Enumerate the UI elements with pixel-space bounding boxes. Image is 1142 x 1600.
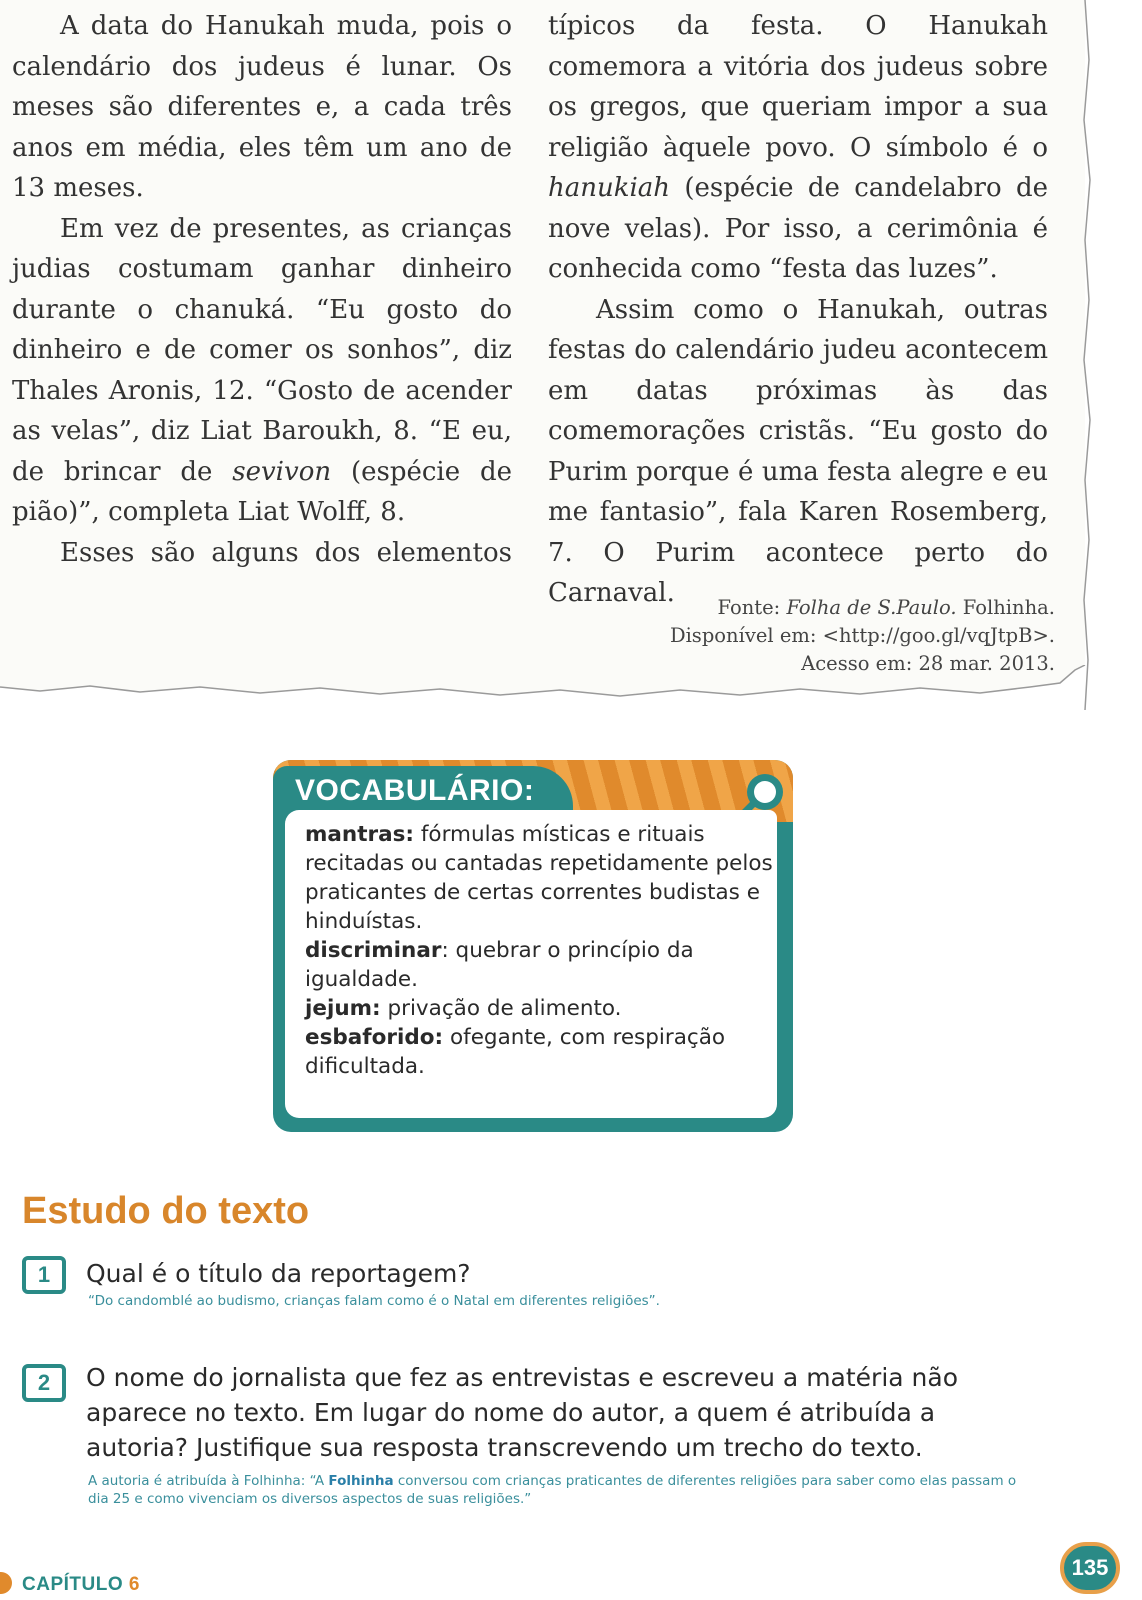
vocabulary-term: mantras: — [305, 822, 415, 847]
vocabulary-entry — [305, 1023, 775, 1081]
question-text: O nome do jornalista que fez as entrevistas e escreveu a matéria não aparece no texto. Em lugar do nome do autor, a quem é atribuída a autoria? Justifique sua resposta transcrevendo um trecho do texto. — [86, 1363, 958, 1462]
article-column-right — [548, 6, 1048, 614]
torn-paper-right-edge — [1068, 0, 1108, 710]
paragraph-text: típicos da festa. O Hanukah comemora a vitória dos judeus sobre os gregos, que queriam impor a sua religião àquele povo. O símbolo é o — [548, 11, 1048, 163]
vocabulary-title: VOCABULÁRIO: — [295, 774, 535, 807]
source-url-line: Disponível em: <http://goo.gl/vqJtpB>. — [669, 624, 1055, 647]
article-paragraph — [548, 290, 1048, 614]
italic-term: hanukiah — [548, 173, 671, 203]
paragraph-text: A data do Hanukah muda, pois o calendário dos judeus é lunar. Os meses são diferentes e, a cada três anos em média, eles têm um ano de 13 meses. — [12, 11, 512, 203]
vocabulary-definition: ofegante, com respiração dificultada. — [305, 1025, 726, 1079]
article-paragraph — [12, 533, 512, 574]
chapter-number: 6 — [128, 1574, 140, 1595]
vocabulary-definition: fórmulas místicas e rituais recitadas ou cantadas repetidamente pelos praticantes de certas correntes budistas e hinduístas. — [305, 822, 773, 934]
source-publication: Folha de S.Paulo. — [786, 596, 957, 619]
chapter-word: CAPÍTULO — [22, 1574, 124, 1595]
question-number: 1 — [22, 1256, 66, 1294]
article-paragraph — [12, 209, 512, 533]
section-title: Estudo do texto — [22, 1190, 310, 1232]
chapter-label — [22, 1574, 140, 1596]
article-paragraph — [548, 6, 1048, 290]
vocabulary-entries — [305, 820, 775, 1081]
italic-term: sevivon — [232, 456, 332, 487]
vocabulary-definition: privação de alimento. — [380, 996, 622, 1021]
answer-text: conversou com crianças praticantes de diferentes religiões para saber como elas passam o dia 25 e como vivenciam os diversos aspectos de suas religiões.” — [88, 1473, 1017, 1507]
vocabulary-entry — [305, 994, 775, 1023]
question-text: Qual é o título da reportagem? — [86, 1259, 471, 1288]
vocabulary-term: jejum: — [305, 996, 381, 1021]
paragraph-text: Assim como o Hanukah, outras festas do calendário judeu acontecem em datas próximas às das comemorações cristãs. “Eu gosto do Purim porque é uma festa alegre e eu me fantasio”, fala Karen Rosemberg, 7. O Purim acontece perto do Carnaval. — [548, 294, 1048, 608]
answer-text: A autoria é atribuída à Folhinha: “A — [88, 1473, 329, 1489]
question-number-badge — [22, 1364, 62, 1400]
source-prefix: Fonte: — [717, 596, 787, 619]
question-number: 2 — [22, 1364, 66, 1402]
source-access-date: Acesso em: 28 mar. 2013. — [801, 652, 1055, 675]
article-clipping — [0, 0, 1085, 700]
vocabulary-entry — [305, 936, 775, 994]
vocabulary-content — [285, 810, 777, 1118]
article-column-left — [12, 6, 512, 573]
vocabulary-definition: : quebrar o princípio da igualdade. — [305, 938, 694, 992]
paragraph-text: (espécie de pião)”, completa Liat Wolff, 8. — [12, 456, 513, 527]
page-number: 135 — [1060, 1542, 1120, 1594]
article-paragraph — [12, 6, 512, 209]
answer-bold-text: Folhinha — [328, 1473, 394, 1489]
torn-paper-edge — [0, 665, 1142, 725]
vocabulary-term: esbaforido: — [305, 1025, 444, 1050]
paragraph-text: (espécie de candelabro de nove velas). Por isso, a cerimônia é conhecida como “festa das luzes”. — [548, 173, 1048, 284]
vocabulary-term: discriminar — [305, 938, 442, 963]
paragraph-text: Em vez de presentes, as crianças judias costumam ganhar dinheiro durante o chanuká. “Eu gosto do dinheiro e de comer os sonhos”, diz Thales Aronis, 12. “Gosto de acender as velas”, diz Liat Baroukh, 8. “E eu, de brincar de — [12, 213, 512, 487]
source-suffix: Folhinha. — [956, 596, 1055, 619]
source-line-1 — [560, 594, 1055, 622]
footer-dot — [0, 1572, 12, 1594]
vocabulary-box — [273, 760, 793, 1132]
question-number-badge — [22, 1256, 62, 1292]
question-answer: “Do candomblé ao budismo, crianças falam como é o Natal em diferentes religiões”. — [88, 1293, 660, 1309]
vocabulary-entry — [305, 820, 775, 936]
paragraph-text: Esses são alguns dos elementos — [60, 537, 512, 568]
question-answer — [88, 1472, 1038, 1508]
